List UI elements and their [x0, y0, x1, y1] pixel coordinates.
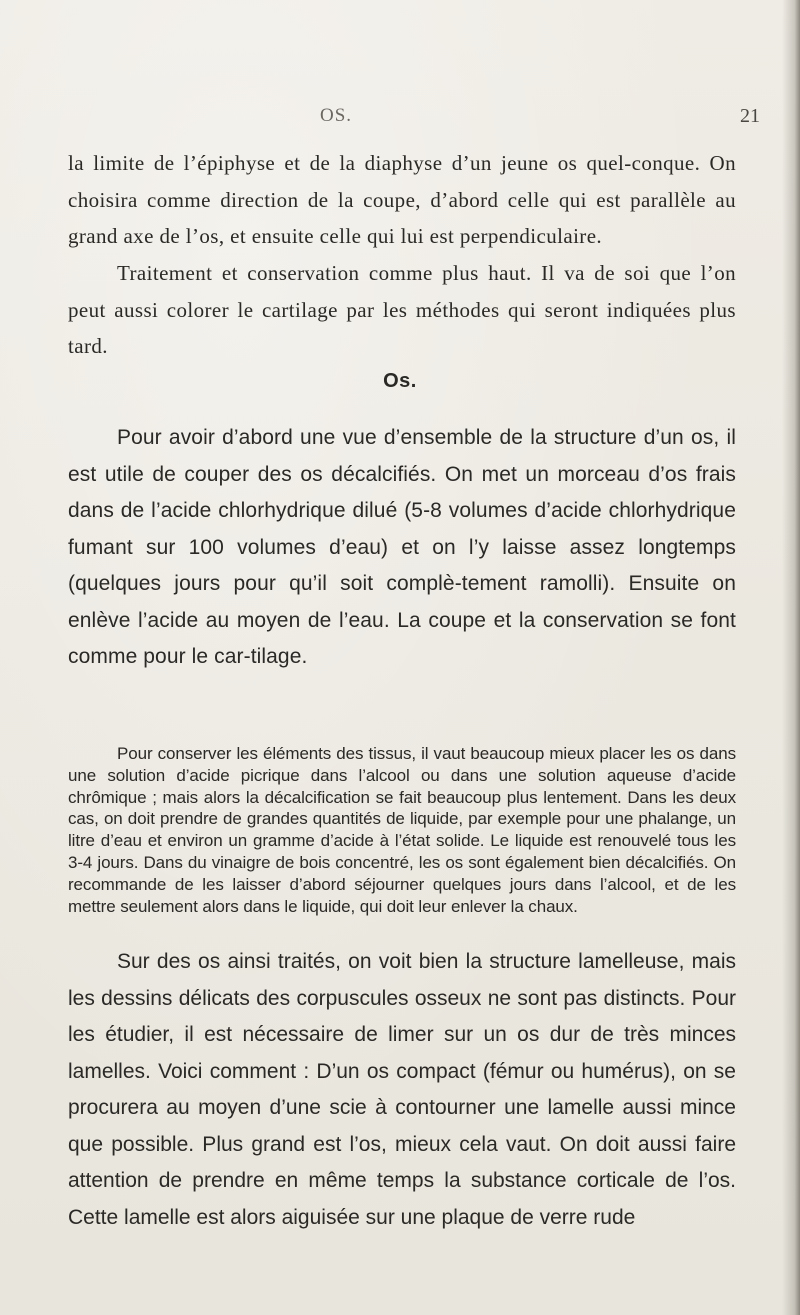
page-edge-shadow — [782, 0, 800, 1315]
page-header — [0, 105, 800, 135]
paragraph-decalcification: Pour avoir d’abord une vue d’ensemble de la structure d’un os, il est utile de couper des os décalcifiés. On met un morceau d’os frais dans de l’acide chlorhydrique dilué (5-8 volumes d’acide chlorhydrique fumant sur 100 volumes d’eau) et on l’y laisse assez longtemps (quelques jours pour qu’il soit complè-tement ramolli). Ensuite on enlève l’acide au moyen de l’eau. La coupe et la conservation se font comme pour le car-tilage. — [68, 426, 736, 668]
running-title: OS. — [320, 105, 353, 126]
paragraph-lamellae: Sur des os ainsi traités, on voit bien la structure lamelleuse, mais les dessins délicats des corpuscules osseux ne sont pas distincts. Pour les étudier, il est nécessaire de limer sur un os dur de très minces lamelles. Voici comment : D’un os compact (fémur ou humérus), on se procurera au moyen d’une scie à contourner une lamelle aussi mince que possible. Plus grand est l’os, mieux cela vaut. On doit aussi faire attention de prendre en même temps la substance corticale de l’os. Cette lamelle est alors aiguisée sur une plaque de verre rude — [68, 950, 736, 1229]
page-number: 21 — [740, 105, 760, 127]
paragraph-treatment: Traitement et conservation comme plus haut. Il va de soi que l’on peut aussi colorer le cartilage par les méthodes qui seront indiquées plus tard. — [68, 261, 736, 358]
small-print-note: Pour conserver les éléments des tissus, il vaut beaucoup mieux placer les os dans une solution d’acide picrique dans l’alcool ou dans une solution aqueuse d’acide chrômique ; mais alors la décalcification se fait beaucoup plus lentement. Dans les deux cas, on doit prendre de grandes quantités de liquide, par exemple pour une phalange, un litre d’eau et environ un gramme d’acide à l’état solide. Le liquide est renouvelé tous les 3-4 jours. Dans du vinaigre de bois concentré, les os sont également bien décalcifiés. On recommande de les laisser d’abord séjourner quelques jours dans l’alcool, et de les mettre seulement alors dans le liquide, qui doit leur enlever la chaux. — [68, 744, 736, 916]
paragraph-continuation: la limite de l’épiphyse et de la diaphyse d’un jeune os quel-conque. On choisira comme direction de la coupe, d’abord celle qui est parallèle au grand axe de l’os, et ensuite celle qui lui est perpendiculaire. — [68, 151, 736, 248]
section-heading-os: Os. — [383, 370, 417, 392]
